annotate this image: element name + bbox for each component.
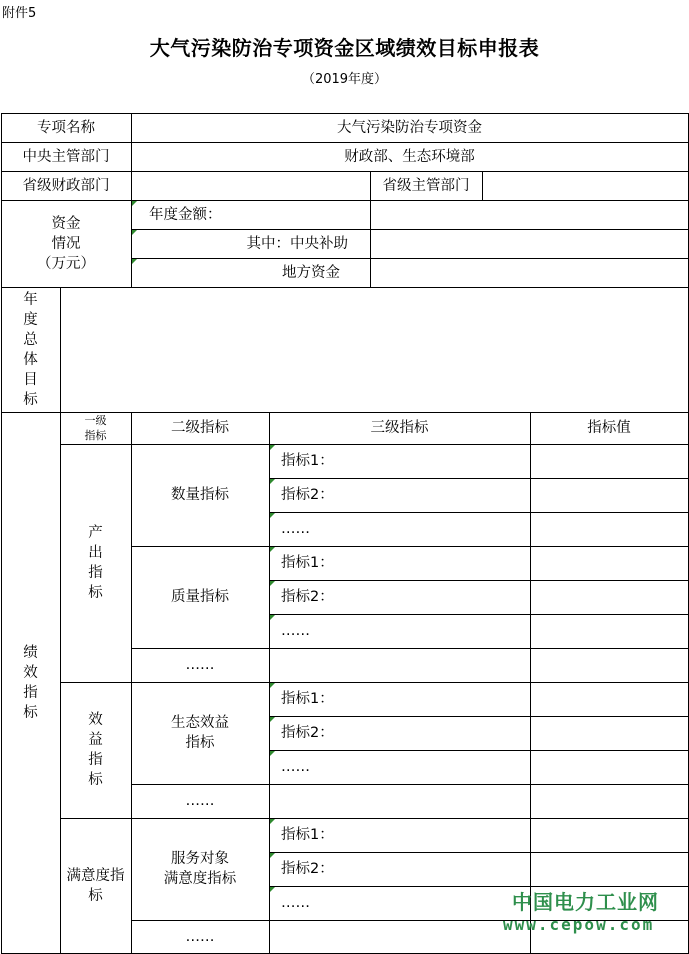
service-satisfaction-label: 服务对象 满意度指标 xyxy=(163,851,237,887)
col-header-value: 指标值 xyxy=(587,420,631,436)
col-header-level3: 三级指标 xyxy=(370,420,429,436)
page-title: 大气污染防治专项资金区域绩效目标申报表 xyxy=(149,36,540,60)
value-cell[interactable] xyxy=(530,512,688,546)
quality-more-label: …… xyxy=(281,623,310,639)
annual-goal-input[interactable] xyxy=(60,287,688,412)
annual-amount-label: 年度金额： xyxy=(149,206,222,223)
ecological-benefit-label: 生态效益 指标 xyxy=(171,715,229,751)
quality-indicator2-label: 指标2： xyxy=(281,589,334,605)
provincial-finance-label: 省级财政部门 xyxy=(22,177,110,194)
quality-indicator-label: 质量指标 xyxy=(171,589,229,605)
col-header-level2: 二级指标 xyxy=(171,420,229,436)
central-subsidy-input[interactable] xyxy=(370,229,688,258)
central-subsidy-label: 其中：中央补助 xyxy=(246,235,348,252)
funds-label: 资金 情况 （万元） xyxy=(37,215,95,272)
provincial-finance-input[interactable] xyxy=(131,171,370,200)
value-cell[interactable] xyxy=(530,750,688,784)
benefit-indicator2-label: 指标2： xyxy=(281,725,334,741)
value-cell[interactable] xyxy=(530,716,688,750)
value-cell[interactable] xyxy=(530,444,688,478)
satisfaction-group-more-label: …… xyxy=(185,928,215,945)
quality-indicator1-label: 指标1： xyxy=(281,555,334,571)
quantity-indicator2-label: 指标2： xyxy=(281,487,334,503)
provincial-dept-input[interactable] xyxy=(482,171,688,200)
project-name-label: 专项名称 xyxy=(37,119,95,136)
local-funds-input[interactable] xyxy=(370,258,688,287)
watermark-brand: 中国电力工业网 xyxy=(512,890,659,914)
quantity-indicator1-label: 指标1： xyxy=(281,453,334,469)
performance-indicators-label: 绩 效 指 标 xyxy=(23,644,38,721)
annual-amount-input[interactable] xyxy=(370,200,688,229)
benefit-more-label: …… xyxy=(281,759,310,775)
provincial-dept-label: 省级主管部门 xyxy=(382,177,470,194)
satisfaction-indicator1-label: 指标1： xyxy=(281,827,334,843)
watermark-url: www.cepow.com xyxy=(503,915,655,934)
central-dept-label: 中央主管部门 xyxy=(22,148,110,165)
annual-goal-label: 年 度 总 体 目 标 xyxy=(23,291,38,408)
central-dept-value: 财政部、生态环境部 xyxy=(344,148,475,165)
benefit-group-more-label: …… xyxy=(185,793,215,809)
project-name-value: 大气污染防治专项资金 xyxy=(337,119,482,136)
benefit-indicators-label: 效 益 指 标 xyxy=(88,712,103,788)
output-more-label: …… xyxy=(185,657,215,673)
quantity-more-label: …… xyxy=(281,521,310,537)
local-funds-label: 地方资金 xyxy=(282,264,340,281)
report-year: （2019年度） xyxy=(301,72,388,87)
attachment-label: 附件5 xyxy=(2,6,37,21)
quantity-indicator-label: 数量指标 xyxy=(171,487,229,503)
satisfaction-indicator2-label: 指标2： xyxy=(281,861,334,877)
value-cell[interactable] xyxy=(530,682,688,716)
satisfaction-more-label: …… xyxy=(281,895,310,911)
value-cell[interactable] xyxy=(530,546,688,580)
benefit-indicator1-label: 指标1： xyxy=(281,691,334,707)
output-indicators-label: 产 出 指 标 xyxy=(88,525,103,601)
value-cell[interactable] xyxy=(530,818,688,852)
value-cell[interactable] xyxy=(530,614,688,648)
col-header-level1: 一级 指标 xyxy=(84,414,107,442)
value-cell[interactable] xyxy=(530,580,688,614)
value-cell[interactable] xyxy=(530,478,688,512)
satisfaction-indicators-label: 满意度指 标 xyxy=(66,867,125,904)
